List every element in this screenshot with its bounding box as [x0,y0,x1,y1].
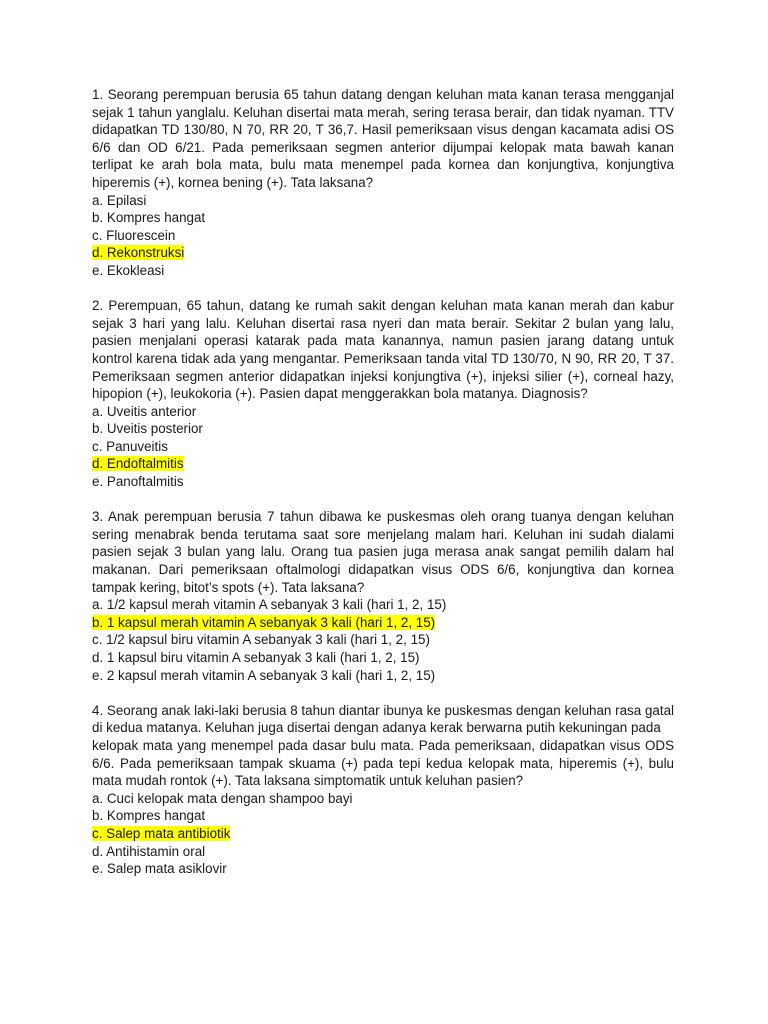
question-4-stem-part-2: kelopak mata yang menempel pada dasar bulu mata. Pada pemeriksaan, didapatkan visus ODS 6/6. Pada pemeriksaan tampak skuama (+) pada tepi kedua kelopak mata, hiperemis (+), bulu mata mudah rontok (+). Tata laksana simptomatik untuk keluhan pasien? [92,737,674,789]
question-4 [92,702,674,878]
question-3-option-c: c. 1/2 kapsul biru vitamin A sebanyak 3 kali (hari 1, 2, 15) [92,632,430,648]
question-1-option-c: c. Fluorescein [92,227,176,243]
question-2-option-b: b. Uveitis posterior [92,421,203,437]
question-3-option-b-highlighted-answer: b. 1 kapsul merah vitamin A sebanyak 3 kali (hari 1, 2, 15) [92,614,436,630]
question-1 [92,86,674,280]
question-4-option-e: e. Salep mata asiklovir [92,861,227,877]
document-page [92,86,674,895]
question-2-option-c: c. Panuveitis [92,438,168,454]
question-4-option-b: b. Kompres hangat [92,808,206,824]
question-3-option-d: d. 1 kapsul biru vitamin A sebanyak 3 kali (hari 1, 2, 15) [92,650,420,665]
question-4-stem-part-1: 4. Seorang anak laki-laki berusia 8 tahun diantar ibunya ke puskesmas dengan keluhan rasa gatal di kedua matanya. Keluhan juga disertai dengan adanya kerak berwarna putih kekuningan pada [92,702,674,736]
question-1-option-e: e. Ekokleasi [92,262,165,278]
question-4-option-a: a. Cuci kelopak mata dengan shampoo bayi [92,790,353,806]
question-1-option-a: a. Epilasi [92,192,147,208]
question-1-option-d-highlighted-answer: d. Rekonstruksi [92,245,185,261]
question-1-option-b: b. Kompres hangat [92,210,206,226]
question-2 [92,297,674,491]
question-4-option-c-highlighted-answer: c. Salep mata antibiotik [92,825,231,841]
question-3-stem: 3. Anak perempuan berusia 7 tahun dibawa ke puskesmas oleh orang tuanya dengan keluhan sering menabrak benda terutama saat sore menjelang malam hari. Keluhan ini sudah dialami pasien sejak 3 bulan yang lalu. Orang tua pasien juga merasa anak sangat pemilih dalam hal makanan. Dari pemeriksaan oftalmologi didapatkan visus ODS 6/6, konjungtiva dan kornea tampak kering, bitot’s spots (+). Tata laksana? [92,509,674,595]
question-3-option-e: e. 2 kapsul merah vitamin A sebanyak 3 kali (hari 1, 2, 15) [92,667,436,683]
question-3 [92,508,674,684]
question-2-stem: 2. Perempuan, 65 tahun, datang ke rumah sakit dengan keluhan mata kanan merah dan kabur sejak 3 hari yang lalu. Keluhan disertai rasa nyeri dan mata berair. Sekitar 2 bulan yang lalu, pasien menjalani operasi katarak pada mata kanannya, namun pasien jarang datang untuk kontrol karena tidak ada yang mengantar. Pemeriksaan tanda vital TD 130/70, N 90, RR 20, T 37. Pemeriksaan segmen anterior didapatkan injeksi konjungtiva (+), injeksi silier (+), corneal hazy, hipopion (+), leukokoria (+). Pasien dapat menggerakkan bola matanya. Diagnosis? [92,298,674,402]
question-2-option-e: e. Panoftalmitis [92,474,184,490]
question-2-option-d-highlighted-answer: d. Endoftalmitis [92,456,184,472]
question-2-option-a: a. Uveitis anterior [92,403,197,419]
question-4-option-d: d. Antihistamin oral [92,843,206,859]
question-1-stem: 1. Seorang perempuan berusia 65 tahun datang dengan keluhan mata kanan terasa mengganjal sejak 1 tahun yanglalu. Keluhan disertai mata merah, sering terasa berair, dan tidak nyaman. TTV didapatkan TD 130/80, N 70, RR 20, T 36,7. Hasil pemeriksaan visus dengan kacamata adisi OS 6/6 dan OD 6/21. Pada pemeriksaan segmen anterior dijumpai kelopak mata bawah kanan terlipat ke arah bola mata, bulu mata menempel pada kornea dan konjungtiva, konjungtiva hiperemis (+), kornea bening (+). Tata laksana? [92,87,674,190]
question-3-option-a: a. 1/2 kapsul merah vitamin A sebanyak 3 kali (hari 1, 2, 15) [92,597,447,613]
